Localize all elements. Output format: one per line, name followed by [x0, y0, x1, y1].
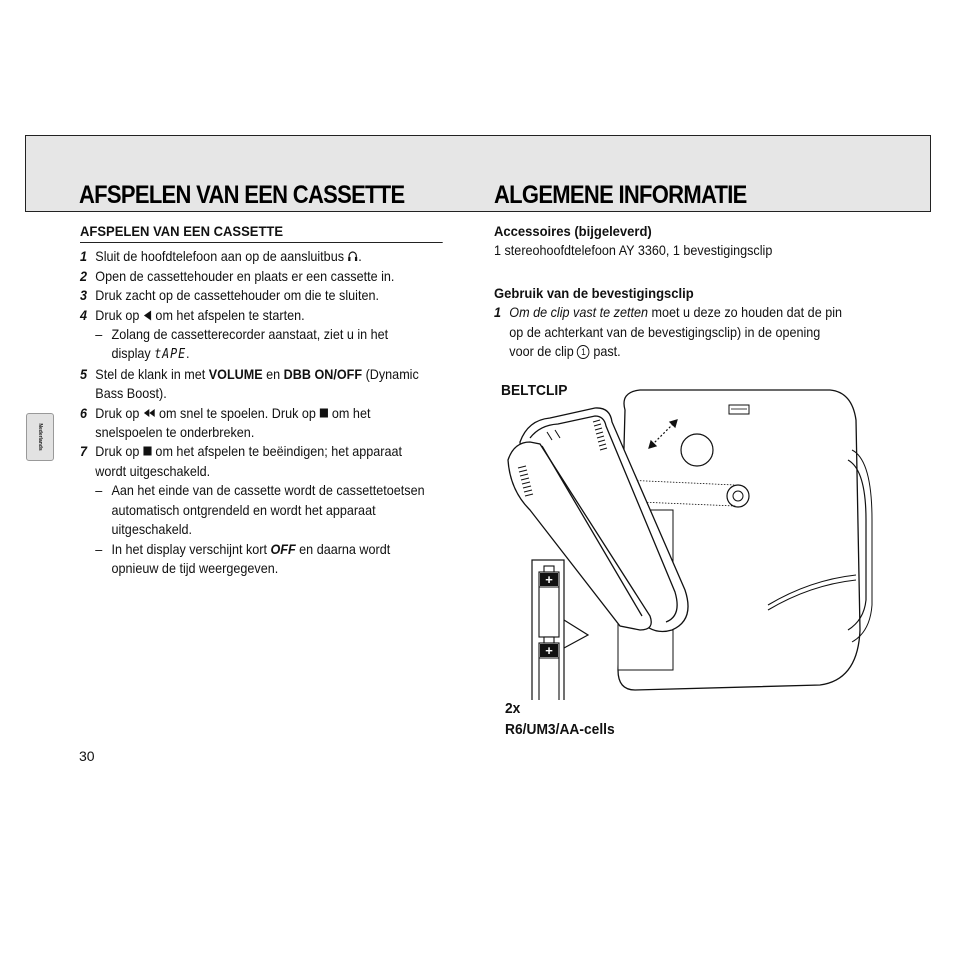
- step-5: 5 Stel de klank in met VOLUME en DBB ON/OFF (Dynamic Bass Boost).: [80, 365, 419, 402]
- battery-2-plus: +: [545, 643, 553, 658]
- left-page-title: AFSPELEN VAN EEN CASSETTE: [79, 181, 405, 209]
- right-page-title: ALGEMENE INFORMATIE: [494, 181, 747, 209]
- accessories-text: 1 stereohoofdtelefoon AY 3360, 1 bevestigingsclip: [494, 242, 773, 259]
- accessories-heading: Accessoires (bijgeleverd): [494, 223, 652, 239]
- play-reverse-icon: [143, 310, 152, 321]
- clip-heading: Gebruik van de bevestigingsclip: [494, 284, 694, 301]
- right-column: [494, 222, 914, 361]
- language-tab[interactable]: Nederlands: [26, 413, 54, 461]
- step-7-note-1: – Aan het einde van de cassette wordt de cassettetoetsen automatisch ontgrendeld en wordt het apparaat uitgeschakeld.: [95, 482, 425, 538]
- step-1: 1 Sluit de hoofdtelefoon aan op de aansluitbus .: [80, 248, 362, 265]
- step-7-note-2: – In het display verschijnt kort OFF en daarna wordt opnieuw de tijd weergegeven.: [95, 540, 391, 576]
- page-number: 30: [79, 748, 95, 764]
- left-column: [80, 222, 470, 578]
- battery-count-label: 2x: [505, 700, 521, 717]
- headphone-icon: [348, 250, 359, 262]
- step-4-note: – Zolang de cassetterecorder aanstaat, ziet u in het display tAPE.: [95, 326, 389, 363]
- step-2: 2 Open de cassettehouder en plaats er een cassette in.: [80, 267, 395, 284]
- stop-icon: [143, 446, 152, 456]
- clip-hole: [681, 434, 713, 466]
- lcd-display-text: tAPE: [154, 347, 187, 363]
- callout-number: 1: [577, 345, 590, 359]
- step-7: 7 Druk op om het afspelen te beëindigen; het apparaat wordt uitgeschakeld.: [80, 443, 403, 479]
- beltclip-label: BELTCLIP: [501, 382, 568, 399]
- battery-1-plus: +: [545, 572, 553, 587]
- step-3: 3 Druk zacht op de cassettehouder om die te sluiten.: [80, 287, 379, 304]
- clip-step-1: 1 Om de clip vast te zetten moet u deze zo houden dat de pin op de achterkant van de bevestigingsclip) in de opening voor de clip 1 past.: [494, 304, 843, 360]
- device-illustration: [500, 380, 880, 700]
- rewind-icon: [143, 408, 156, 418]
- step-6: 6 Druk op om snel te spoelen. Druk op om het snelspoelen te onderbreken.: [80, 404, 371, 441]
- section-heading: AFSPELEN VAN EEN CASSETTE: [80, 222, 443, 243]
- battery-type-label: R6/UM3/AA-cells: [505, 721, 615, 738]
- stop-icon: [319, 408, 328, 418]
- step-4: 4 Druk op om het afspelen te starten.: [80, 306, 305, 323]
